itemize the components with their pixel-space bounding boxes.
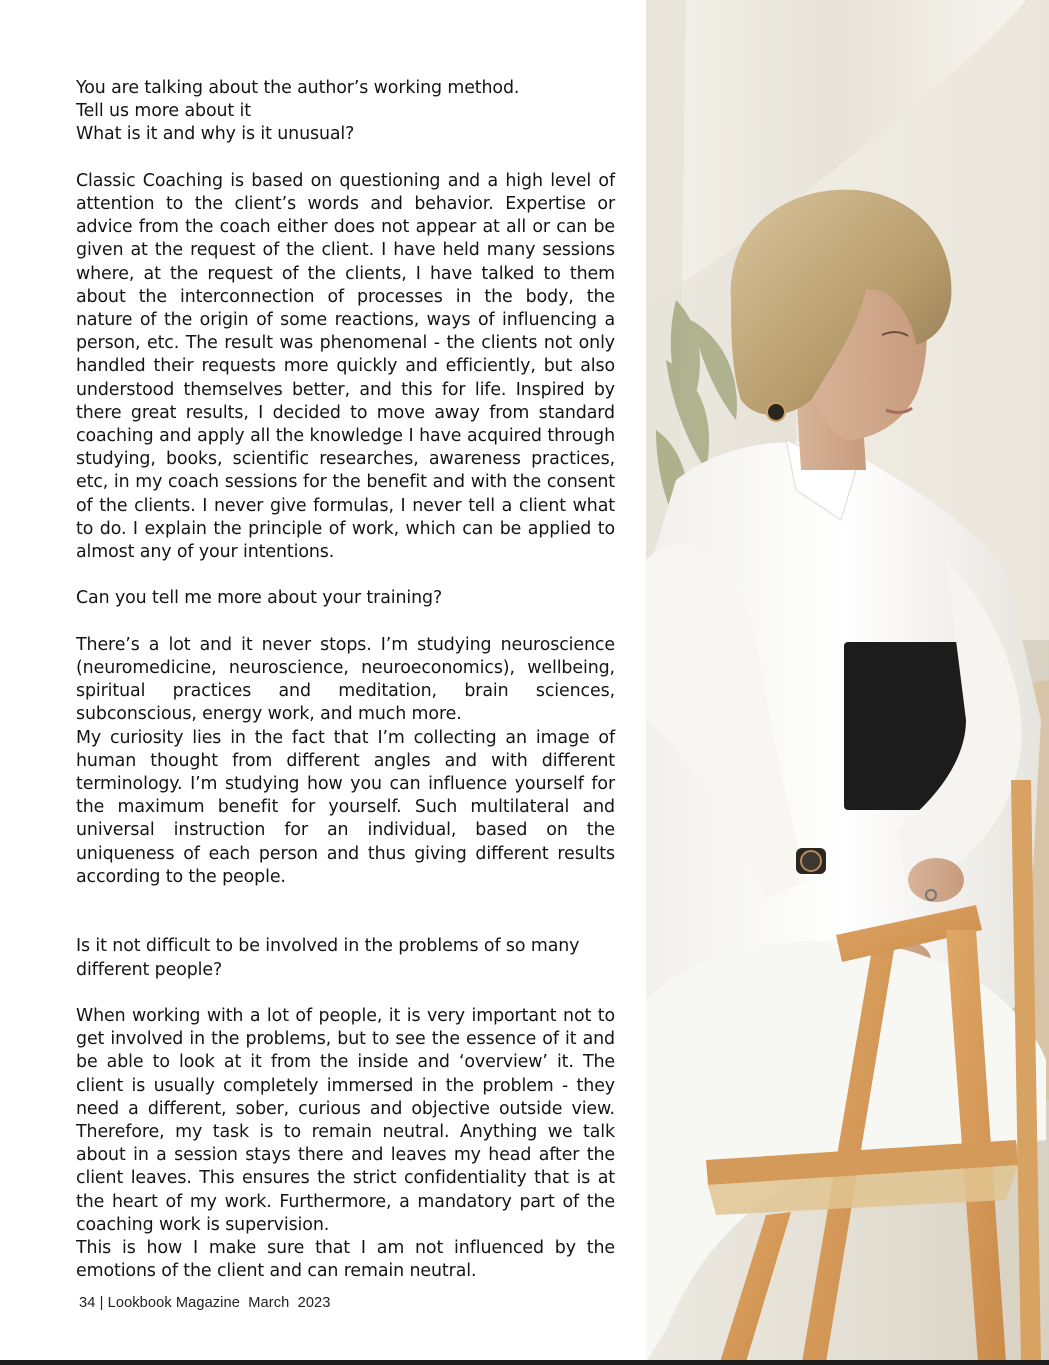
portrait-photo [646, 0, 1049, 1362]
bottom-rule [0, 1360, 1049, 1365]
watch-face [801, 851, 821, 871]
question-1-line-1: You are talking about the author’s working method. [76, 78, 520, 98]
earring [767, 403, 785, 421]
portrait-illustration [646, 0, 1049, 1362]
answer-3-paragraph-2: This is how I make sure that I am not influenced by the emotions of the client and can remain neutral. [76, 1238, 615, 1282]
question-1-line-2: Tell us more about it [76, 101, 251, 122]
question-1-line-3: What is it and why is it unusual? [76, 124, 355, 145]
answer-1: Classic Coaching is based on questioning and a high level of attention to the client’s words and behavior. Expertise or advice from the coach either does not appear at all or can be given at the request of the client. I have held many sessions where, at the request of the clients, I have talked to them about the interconnection of processes in the body, the nature of the origin of some reactions, ways of influencing a person, etc. The result was phenomenal - the clients not only handled their requests more quickly and efficiently, but also understood themselves better, and this for life. Inspired by there great results, I decided to move away from standard coaching and apply all the knowledge I have acquired through studying, books, scientific researches, awareness practices, etc, in my coach sessions for the benefit and with the consent of the clients. I never give formulas, I never tell a client what to do. I explain the principle of work, which can be applied to almost any of your intentions. [76, 170, 615, 563]
question-3-line-2: different people? [76, 959, 223, 980]
answer-3-paragraph-1: When working with a lot of people, it is very important not to get involved in the problems, but to see the essence of it and be able to look at it from the inside and ‘overview’ it. The client is usually completely immersed in the problem - they need a different, sober, curious and objective outside view. Therefore, my task is to remain neutral. Anything we talk about in a session stays there and leaves my head after the client leaves. This ensures the strict confidentiality that is at the heart of my work. Furthermore, a mandatory part of the coaching work is supervision. [76, 1006, 615, 1235]
page-footer: 34 | Lookbook Magazine March 2023 [79, 1295, 331, 1311]
article-body [76, 77, 615, 1283]
question-2: Can you tell me more about your training? [76, 588, 443, 609]
answer-2-paragraph-1: There’s a lot and it never stops. I’m studying neuroscience (neuromedicine, neuroscience, neuroeconomics), wellbeing, spiritual practices and meditation, brain sciences, subconscious, energy work, and much more. [76, 634, 615, 725]
answer-2-paragraph-2: My curiosity lies in the fact that I’m collecting an image of human thought from different angles and with different terminology. I’m studying how you can influence yourself for the maximum benefit for yourself. Such multilateral and universal instruction for an individual, based on the uniqueness of each person and thus giving different results according to the people. [76, 727, 615, 887]
question-3-line-1: Is it not difficult to be involved in the problems of so many [76, 936, 580, 957]
